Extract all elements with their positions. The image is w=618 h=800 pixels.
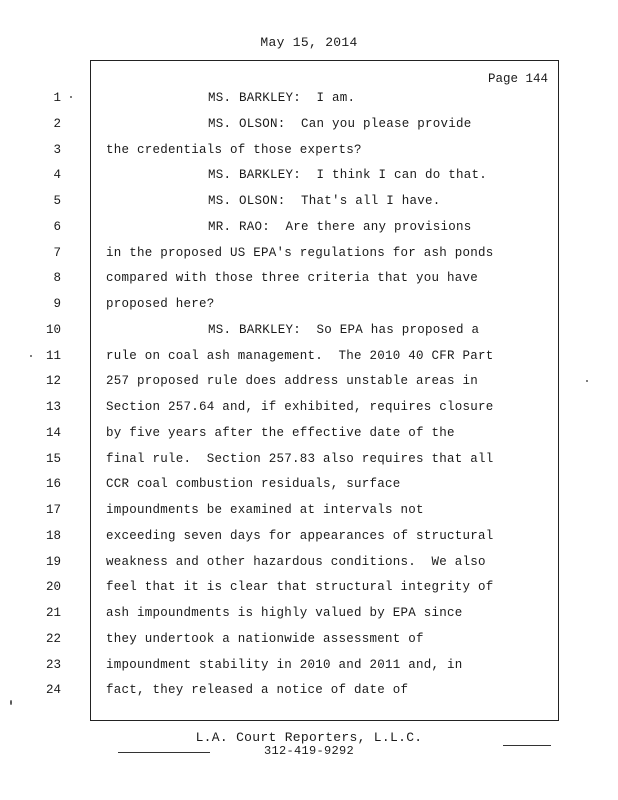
transcript-line (45, 655, 558, 680)
line-number: 17 (45, 503, 61, 517)
line-text: 257 proposed rule does address unstable areas in (106, 374, 479, 389)
line-text: MS. OLSON: That's all I have. (208, 194, 441, 208)
transcript-line (53, 217, 558, 242)
line-number: 10 (45, 322, 61, 337)
transcript-date: May 15, 2014 (260, 35, 358, 50)
scan-speck (30, 355, 32, 357)
line-number: 24 (45, 683, 61, 698)
line-text: ash impoundments is highly valued by EPA since (106, 606, 463, 620)
scan-speck (10, 700, 12, 705)
line-number: 4 (53, 168, 61, 183)
line-text: compared with those three criteria that you have (106, 271, 479, 286)
line-text: exceeding seven days for appearances of structural (106, 528, 494, 543)
line-number: 21 (45, 606, 61, 620)
transcript-line (53, 165, 558, 190)
line-number: 9 (53, 297, 61, 311)
line-number: 8 (53, 271, 61, 286)
line-text: they undertook a nationwide assessment of (106, 631, 424, 646)
transcript-line (45, 629, 558, 654)
line-number: 22 (45, 631, 61, 646)
transcript-line (45, 500, 558, 525)
line-text: in the proposed US EPA's regulations for ash ponds (106, 245, 494, 260)
transcript-line (53, 294, 558, 319)
footer-rule-right (503, 745, 551, 746)
line-text: CCR coal combustion residuals, surface (106, 477, 401, 492)
line-number: 6 (53, 219, 61, 234)
line-number: 20 (45, 580, 61, 595)
line-text: impoundments be examined at intervals not (106, 503, 424, 517)
scan-speck (70, 96, 72, 98)
line-text: MS. OLSON: Can you please provide (208, 116, 472, 131)
line-text: MS. BARKLEY: I am. (208, 91, 356, 105)
line-number: 5 (53, 194, 61, 208)
transcript-line (53, 88, 558, 113)
line-text: Section 257.64 and, if exhibited, requires closure (106, 400, 494, 414)
line-text: proposed here? (106, 297, 215, 311)
line-number: 12 (45, 374, 61, 389)
line-number: 2 (53, 116, 61, 131)
transcript-line (45, 680, 558, 705)
transcript-line (45, 371, 558, 396)
transcript-line (45, 526, 558, 551)
line-number: 15 (45, 451, 61, 466)
page-number: Page 144 (487, 72, 548, 86)
transcript-line (45, 449, 558, 474)
scan-speck (586, 380, 588, 382)
transcript-line (45, 346, 558, 371)
transcript-page-frame (45, 60, 559, 721)
line-number: 13 (45, 400, 61, 414)
transcript-line (53, 243, 558, 268)
line-text: final rule. Section 257.83 also requires that all (106, 451, 494, 466)
line-number: 1 (53, 91, 61, 105)
line-text: weakness and other hazardous conditions. We also (106, 554, 486, 569)
footer-phone: 312-419-9292 (263, 744, 354, 758)
line-number: 3 (53, 142, 61, 157)
transcript-line (45, 474, 558, 499)
line-text: impoundment stability in 2010 and 2011 and, in (106, 657, 463, 672)
transcript-line (45, 603, 558, 628)
transcript-line (53, 140, 558, 165)
footer-company: L.A. Court Reporters, L.L.C. (195, 730, 423, 745)
line-text: MR. RAO: Are there any provisions (208, 219, 472, 234)
line-number: 14 (45, 425, 61, 440)
line-text: MS. BARKLEY: I think I can do that. (208, 168, 488, 183)
line-text: MS. BARKLEY: So EPA has proposed a (208, 322, 480, 337)
line-number: 7 (53, 245, 61, 260)
line-number: 16 (45, 477, 61, 492)
footer-rule-left (118, 752, 210, 753)
line-text: feel that it is clear that structural integrity of (106, 580, 494, 595)
line-text: by five years after the effective date of the (106, 425, 455, 440)
transcript-line (45, 552, 558, 577)
transcript-line (45, 320, 558, 345)
line-number: 23 (45, 657, 61, 672)
line-number: 18 (45, 528, 61, 543)
transcript-line (45, 423, 558, 448)
transcript-line (45, 577, 558, 602)
transcript-line (53, 191, 558, 216)
line-text: rule on coal ash management. The 2010 40 CFR Part (106, 348, 494, 363)
transcript-line (53, 268, 558, 293)
line-text: the credentials of those experts? (106, 142, 362, 157)
transcript-line (45, 397, 558, 422)
line-number: 11 (45, 348, 61, 363)
transcript-line (53, 114, 558, 139)
line-number: 19 (45, 554, 61, 569)
line-text: fact, they released a notice of date of (106, 683, 409, 698)
